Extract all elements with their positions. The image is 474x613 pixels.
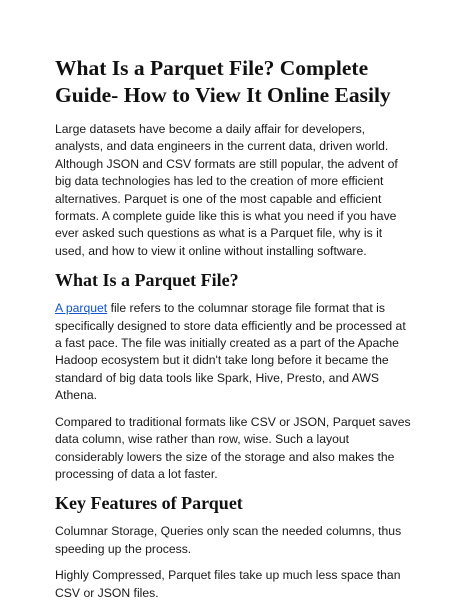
section-heading-what-is-parquet: What Is a Parquet File? xyxy=(55,270,239,291)
parquet-link[interactable]: A parquet xyxy=(55,301,108,316)
document-title: What Is a Parquet File? Complete Guide- How to View It Online Easily xyxy=(55,56,391,107)
section-heading-key-features: Key Features of Parquet xyxy=(55,493,243,514)
intro-paragraph: Large datasets have become a daily affair for developers, analysts, and data engineers in the current data, driven world. Although JSON and CSV formats are still popular, the advent of big data technologies has led to the creation of more efficient alternatives. Parquet is one of the most capable and efficient formats. A complete guide like this is what you need if you have ever asked such questions as what is a Parquet file, why is it used, and how to view it online without installing software. xyxy=(55,122,398,258)
document-page xyxy=(55,55,415,611)
feature-highly-compressed: Highly Compressed, Parquet files take up much less space than CSV or JSON files. xyxy=(55,568,401,600)
definition-text: file refers to the columnar storage file format that is specifically designed to store data efficiently and be processed at a fast pace. The file was initially created as a part of the Apache Hadoop ecosystem but it didn't take long before it became the standard of big data tools like Spark, Hive, Presto, and AWS Athena. xyxy=(55,301,406,403)
comparison-paragraph: Compared to traditional formats like CSV or JSON, Parquet saves data column, wise rather than row, wise. Such a layout considerably lowers the size of the storage and also makes the processing of data a lot faster. xyxy=(55,414,411,481)
feature-columnar-storage: Columnar Storage, Queries only scan the needed columns, thus speeding up the process. xyxy=(55,524,402,556)
definition-paragraph xyxy=(55,300,415,404)
